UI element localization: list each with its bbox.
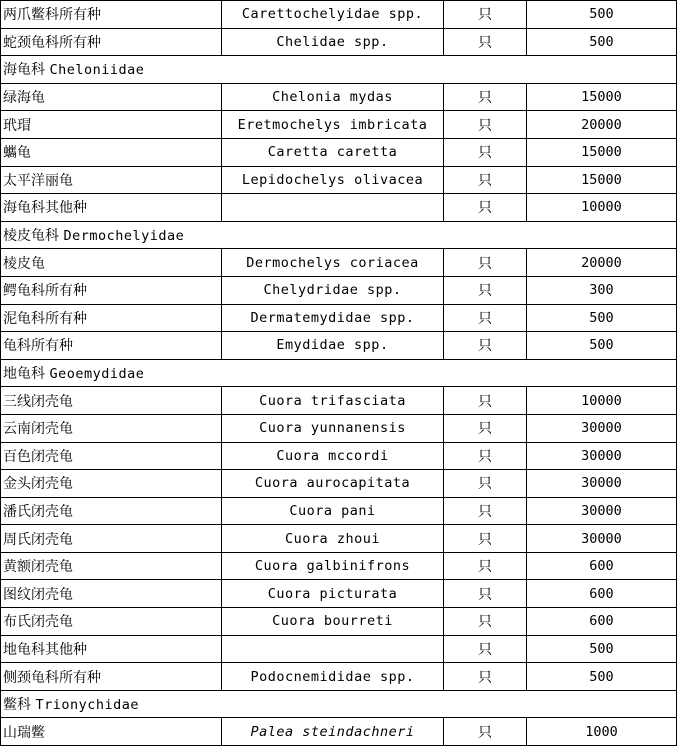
family-name-sci: Geoemydidae bbox=[49, 366, 145, 383]
scientific-name-cell: Dermatemydidae spp. bbox=[222, 304, 444, 332]
value-cell: 600 bbox=[527, 580, 677, 608]
common-name-cell: 蛇颈龟科所有种 bbox=[1, 28, 222, 56]
family-name-sci: Cheloniidae bbox=[49, 62, 145, 79]
scientific-name-cell: Caretta caretta bbox=[222, 138, 444, 166]
value-cell: 600 bbox=[527, 552, 677, 580]
family-header-cell bbox=[1, 359, 677, 387]
unit-cell: 只 bbox=[444, 497, 527, 525]
table-row bbox=[1, 276, 677, 304]
unit-cell: 只 bbox=[444, 387, 527, 415]
value-cell: 500 bbox=[527, 1, 677, 29]
unit-cell: 只 bbox=[444, 442, 527, 470]
table-row bbox=[1, 525, 677, 553]
common-name-cell: 百色闭壳龟 bbox=[1, 442, 222, 470]
table-row bbox=[1, 552, 677, 580]
common-name-cell: 泥龟科所有种 bbox=[1, 304, 222, 332]
table-row bbox=[1, 332, 677, 360]
table-row bbox=[1, 194, 677, 222]
value-cell: 30000 bbox=[527, 414, 677, 442]
family-name-cn: 海龟科 bbox=[3, 62, 45, 79]
family-header-row bbox=[1, 359, 677, 387]
scientific-name-cell: Chelidae spp. bbox=[222, 28, 444, 56]
value-cell: 500 bbox=[527, 332, 677, 360]
unit-cell: 只 bbox=[444, 525, 527, 553]
unit-cell: 只 bbox=[444, 111, 527, 139]
value-cell: 500 bbox=[527, 635, 677, 663]
common-name-cell: 玳瑁 bbox=[1, 111, 222, 139]
unit-cell: 只 bbox=[444, 552, 527, 580]
scientific-name-cell: Cuora picturata bbox=[222, 580, 444, 608]
family-header-cell bbox=[1, 221, 677, 249]
unit-cell: 只 bbox=[444, 635, 527, 663]
common-name-cell: 图纹闭壳龟 bbox=[1, 580, 222, 608]
common-name-cell: 侧颈龟科所有种 bbox=[1, 663, 222, 691]
common-name-cell: 黄额闭壳龟 bbox=[1, 552, 222, 580]
scientific-name-cell: Chelonia mydas bbox=[222, 83, 444, 111]
common-name-cell: 棱皮龟 bbox=[1, 249, 222, 277]
value-cell: 20000 bbox=[527, 249, 677, 277]
value-cell: 500 bbox=[527, 663, 677, 691]
value-cell: 300 bbox=[527, 276, 677, 304]
table-row bbox=[1, 635, 677, 663]
unit-cell: 只 bbox=[444, 580, 527, 608]
common-name-cell: 鳄龟科所有种 bbox=[1, 276, 222, 304]
scientific-name-cell: Cuora aurocapitata bbox=[222, 470, 444, 498]
common-name-cell: 地龟科其他种 bbox=[1, 635, 222, 663]
unit-cell: 只 bbox=[444, 414, 527, 442]
family-header-row bbox=[1, 221, 677, 249]
value-cell: 20000 bbox=[527, 111, 677, 139]
value-cell: 30000 bbox=[527, 525, 677, 553]
table-row bbox=[1, 663, 677, 691]
family-header-row bbox=[1, 56, 677, 84]
common-name-cell: 周氏闭壳龟 bbox=[1, 525, 222, 553]
scientific-name-cell: Cuora bourreti bbox=[222, 608, 444, 636]
table-body bbox=[1, 1, 677, 746]
scientific-name-cell: Dermochelys coriacea bbox=[222, 249, 444, 277]
scientific-name-cell: Cuora mccordi bbox=[222, 442, 444, 470]
table-row bbox=[1, 1, 677, 29]
family-header-cell bbox=[1, 690, 677, 718]
table-row bbox=[1, 580, 677, 608]
table-row bbox=[1, 414, 677, 442]
unit-cell: 只 bbox=[444, 249, 527, 277]
table-row bbox=[1, 608, 677, 636]
value-cell: 500 bbox=[527, 304, 677, 332]
common-name-cell: 金头闭壳龟 bbox=[1, 470, 222, 498]
value-cell: 600 bbox=[527, 608, 677, 636]
scientific-name-cell: Cuora pani bbox=[222, 497, 444, 525]
value-cell: 15000 bbox=[527, 83, 677, 111]
unit-cell: 只 bbox=[444, 663, 527, 691]
scientific-name-cell: Cuora zhoui bbox=[222, 525, 444, 553]
family-name-sci: Dermochelyidae bbox=[63, 228, 185, 245]
family-name-cn: 棱皮龟科 bbox=[3, 228, 59, 245]
unit-cell: 只 bbox=[444, 304, 527, 332]
table-row bbox=[1, 249, 677, 277]
scientific-name-cell bbox=[222, 635, 444, 663]
table-row bbox=[1, 138, 677, 166]
unit-cell: 只 bbox=[444, 194, 527, 222]
unit-cell: 只 bbox=[444, 1, 527, 29]
common-name-cell: 三线闭壳龟 bbox=[1, 387, 222, 415]
common-name-cell: 龟科所有种 bbox=[1, 332, 222, 360]
table-row bbox=[1, 442, 677, 470]
family-name-cn: 鳖科 bbox=[3, 697, 31, 714]
scientific-name-cell: Lepidochelys olivacea bbox=[222, 166, 444, 194]
unit-cell: 只 bbox=[444, 166, 527, 194]
common-name-cell: 太平洋丽龟 bbox=[1, 166, 222, 194]
table-row bbox=[1, 304, 677, 332]
family-name-sci: Trionychidae bbox=[35, 697, 139, 714]
table-row bbox=[1, 83, 677, 111]
table-row bbox=[1, 497, 677, 525]
family-header-cell bbox=[1, 56, 677, 84]
table-row bbox=[1, 387, 677, 415]
scientific-name-cell: Chelydridae spp. bbox=[222, 276, 444, 304]
table-row bbox=[1, 166, 677, 194]
scientific-name-cell: Emydidae spp. bbox=[222, 332, 444, 360]
table-row bbox=[1, 111, 677, 139]
scientific-name-cell: Podocnemididae spp. bbox=[222, 663, 444, 691]
common-name-cell: 布氏闭壳龟 bbox=[1, 608, 222, 636]
scientific-name-cell: Cuora galbinifrons bbox=[222, 552, 444, 580]
unit-cell: 只 bbox=[444, 83, 527, 111]
unit-cell: 只 bbox=[444, 276, 527, 304]
table-row bbox=[1, 28, 677, 56]
scientific-name-cell: Carettochelyidae spp. bbox=[222, 1, 444, 29]
family-header-row bbox=[1, 690, 677, 718]
common-name-cell: 云南闭壳龟 bbox=[1, 414, 222, 442]
scientific-name-cell: Eretmochelys imbricata bbox=[222, 111, 444, 139]
unit-cell: 只 bbox=[444, 718, 527, 746]
scientific-name-cell: Cuora trifasciata bbox=[222, 387, 444, 415]
scientific-name-cell: Palea steindachneri bbox=[222, 718, 444, 746]
value-cell: 30000 bbox=[527, 470, 677, 498]
value-cell: 30000 bbox=[527, 442, 677, 470]
table-row bbox=[1, 718, 677, 746]
value-cell: 1000 bbox=[527, 718, 677, 746]
unit-cell: 只 bbox=[444, 608, 527, 636]
value-cell: 10000 bbox=[527, 194, 677, 222]
unit-cell: 只 bbox=[444, 470, 527, 498]
value-cell: 15000 bbox=[527, 166, 677, 194]
value-cell: 15000 bbox=[527, 138, 677, 166]
common-name-cell: 绿海龟 bbox=[1, 83, 222, 111]
table-row bbox=[1, 470, 677, 498]
family-name-cn: 地龟科 bbox=[3, 366, 45, 383]
unit-cell: 只 bbox=[444, 138, 527, 166]
scientific-name-cell bbox=[222, 194, 444, 222]
value-cell: 30000 bbox=[527, 497, 677, 525]
common-name-cell: 蠵龟 bbox=[1, 138, 222, 166]
unit-cell: 只 bbox=[444, 332, 527, 360]
value-cell: 500 bbox=[527, 28, 677, 56]
value-cell: 10000 bbox=[527, 387, 677, 415]
common-name-cell: 两爪鳖科所有种 bbox=[1, 1, 222, 29]
unit-cell: 只 bbox=[444, 28, 527, 56]
scientific-name-cell: Cuora yunnanensis bbox=[222, 414, 444, 442]
common-name-cell: 海龟科其他种 bbox=[1, 194, 222, 222]
common-name-cell: 潘氏闭壳龟 bbox=[1, 497, 222, 525]
common-name-cell: 山瑞鳖 bbox=[1, 718, 222, 746]
